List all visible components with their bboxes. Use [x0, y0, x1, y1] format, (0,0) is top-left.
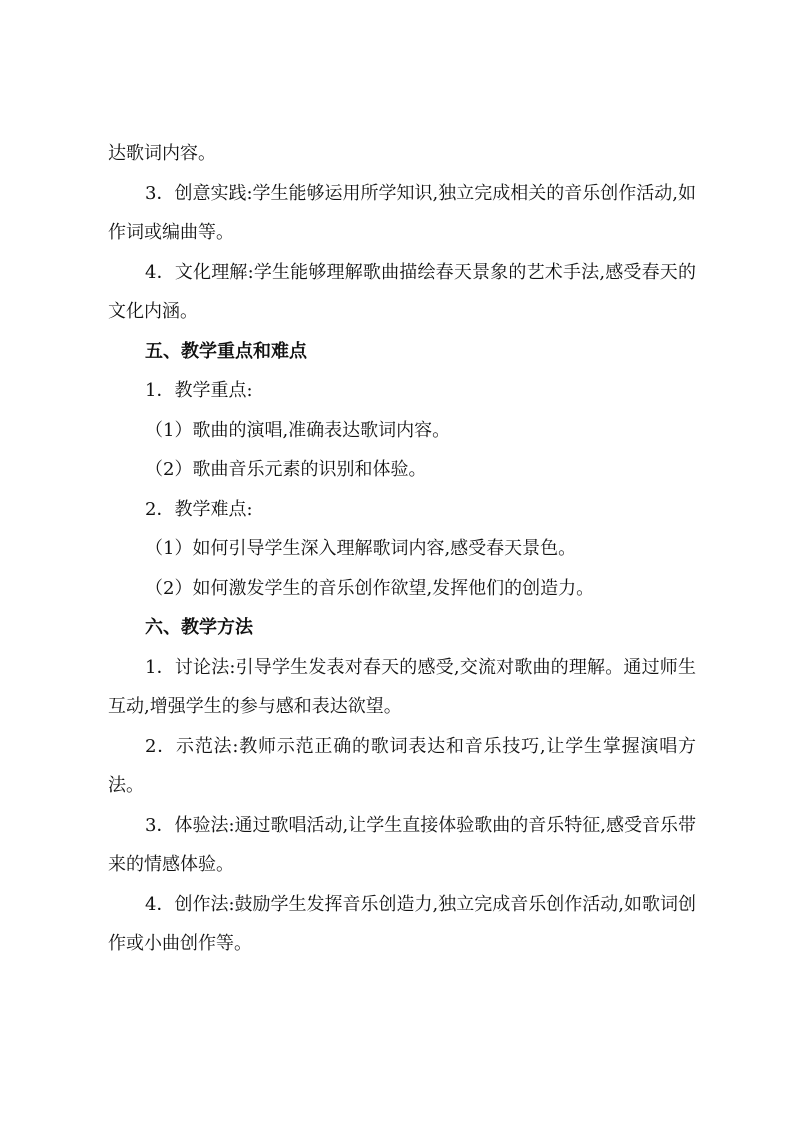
paragraph-method-demonstration: 2．示范法:教师示范正确的歌词表达和音乐技巧,让学生掌握演唱方法。 [108, 735, 696, 796]
section-heading-key-points: 五、教学重点和难点 [145, 340, 307, 362]
subheading-teaching-focus: 1．教学重点: [145, 380, 253, 401]
list-item-difficulty-1: （1）如何引导学生深入理解歌词内容,感受春天景色。 [145, 538, 577, 559]
list-item-focus-2: （2）歌曲音乐元素的识别和体验。 [145, 459, 427, 480]
list-item-focus-1: （1）歌曲的演唱,准确表达歌词内容。 [145, 419, 451, 441]
paragraph-continuation: 达歌词内容。 [108, 143, 216, 164]
paragraph-creative-practice: 3．创意实践:学生能够运用所学知识,独立完成相关的音乐创作活动,如作词或编曲等。 [108, 182, 696, 243]
list-item-difficulty-2: （2）如何激发学生的音乐创作欲望,发挥他们的创造力。 [145, 577, 595, 599]
paragraph-cultural-understanding: 4．文化理解:学生能够理解歌曲描绘春天景象的艺术手法,感受春天的文化内涵。 [108, 261, 696, 322]
paragraph-method-discussion: 1．讨论法:引导学生发表对春天的感受,交流对歌曲的理解。通过师生互动,增强学生的参与感和表达欲望。 [108, 656, 696, 717]
section-heading-teaching-methods: 六、教学方法 [145, 617, 253, 638]
paragraph-method-experience: 3．体验法:通过歌唱活动,让学生直接体验歌曲的音乐特征,感受音乐带来的情感体验。 [108, 814, 696, 875]
document-body [108, 134, 696, 964]
paragraph-method-creation: 4．创作法:鼓励学生发挥音乐创造力,独立完成音乐创作活动,如歌词创作或小曲创作等。 [108, 893, 696, 954]
subheading-teaching-difficulty: 2．教学难点: [145, 498, 253, 520]
